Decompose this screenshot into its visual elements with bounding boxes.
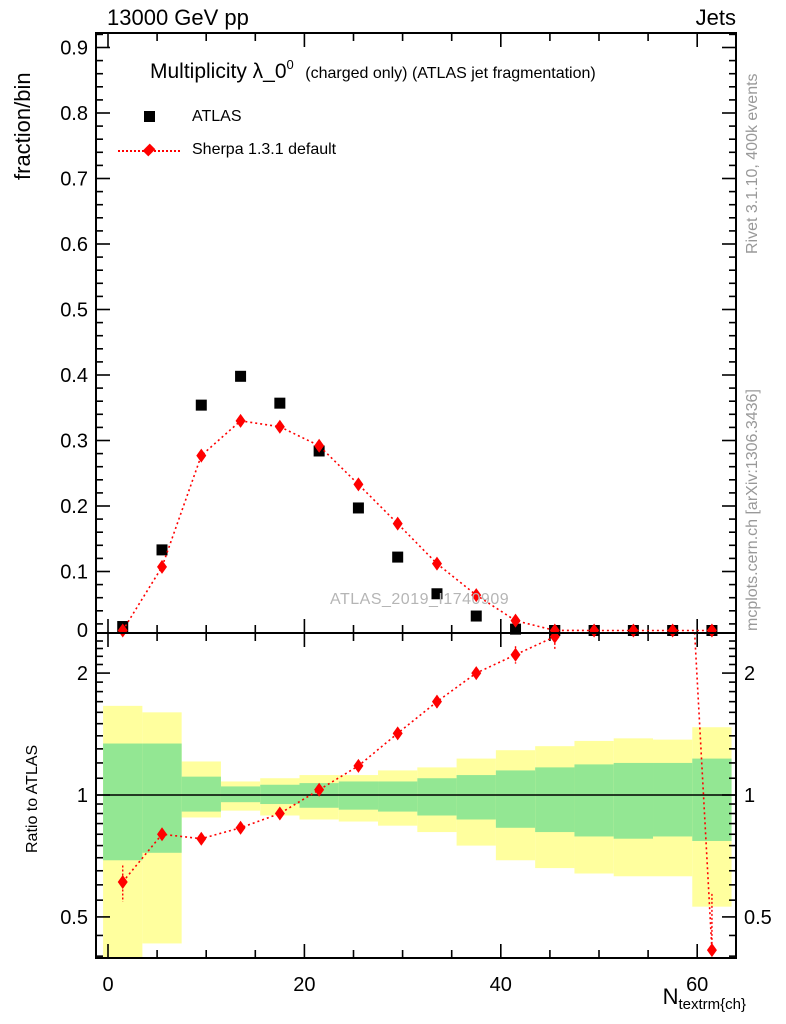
sherpa-point <box>353 759 363 773</box>
green-band-bin <box>653 763 692 837</box>
analysis-id-watermark: ATLAS_2019_I1740909 <box>330 591 510 608</box>
svg-text:60: 60 <box>686 974 709 996</box>
svg-text:0.3: 0.3 <box>60 430 88 453</box>
green-band-bin <box>103 744 142 861</box>
svg-text:0.6: 0.6 <box>60 234 88 256</box>
mcplots-arxiv-caption: mcplots.cern.ch [arXiv:1306.3436] <box>744 389 761 631</box>
svg-text:20: 20 <box>293 974 316 996</box>
main-y-axis-label: fraction/bin <box>10 72 35 180</box>
sherpa-point <box>393 517 403 531</box>
svg-text:0.8: 0.8 <box>60 103 88 125</box>
sherpa-point <box>707 943 717 957</box>
sherpa-diamond-marker-icon <box>118 146 180 154</box>
green-band-bin <box>417 778 456 815</box>
sherpa-point <box>432 695 442 709</box>
atlas-square-marker-icon <box>118 111 180 122</box>
green-band-bin <box>182 777 221 812</box>
legend <box>118 100 336 166</box>
svg-text:0: 0 <box>76 620 88 642</box>
svg-text:2: 2 <box>744 663 756 686</box>
x-axis-label-main: N <box>662 984 679 1009</box>
svg-text:0.5: 0.5 <box>744 906 772 929</box>
atlas-point <box>196 400 207 411</box>
green-band-bin <box>378 781 417 811</box>
plot-title-superscript: 0 <box>286 57 294 72</box>
atlas-point <box>235 371 246 382</box>
atlas-point <box>392 552 403 563</box>
sherpa-point <box>471 666 481 680</box>
svg-text:0.2: 0.2 <box>60 496 88 518</box>
ratio-uncertainty-bands <box>103 706 731 958</box>
green-band-bin <box>614 763 653 839</box>
beam-energy-label: 13000 GeV pp <box>107 5 249 30</box>
svg-text:0: 0 <box>102 974 114 996</box>
legend-row-sherpa <box>118 133 336 166</box>
svg-text:1: 1 <box>76 785 88 807</box>
atlas-point <box>471 611 482 622</box>
green-band-bin <box>692 759 731 841</box>
sherpa-point <box>196 832 206 846</box>
svg-text:0.1: 0.1 <box>60 561 88 584</box>
rivet-version-caption: Rivet 3.1.10, 400k events <box>744 73 761 254</box>
sherpa-point <box>511 648 521 662</box>
plot-title <box>150 57 596 84</box>
svg-text:2: 2 <box>76 663 88 686</box>
x-axis-label-subscript: textrm{ch} <box>678 996 746 1013</box>
green-band-bin <box>535 767 574 832</box>
green-band-bin <box>496 770 535 827</box>
green-band-bin <box>574 764 613 836</box>
sherpa-point <box>236 821 246 835</box>
sherpa-point <box>236 414 246 428</box>
sherpa-point <box>157 560 167 574</box>
plot-title-main: Multiplicity λ_0 <box>150 60 287 83</box>
x-axis-label <box>662 984 746 1013</box>
sherpa-point <box>353 477 363 491</box>
legend-label-atlas: ATLAS <box>192 107 242 125</box>
green-band-bin <box>457 775 496 819</box>
svg-text:40: 40 <box>489 974 512 996</box>
legend-row-atlas <box>118 100 336 133</box>
atlas-point <box>157 544 168 555</box>
svg-text:0.5: 0.5 <box>60 299 88 322</box>
plot-title-qualifier: (charged only) (ATLAS jet fragmentation) <box>305 65 596 82</box>
svg-text:1: 1 <box>744 785 756 807</box>
analysis-group-label: Jets <box>695 5 736 30</box>
svg-text:0.7: 0.7 <box>60 168 88 191</box>
sherpa-point <box>275 420 285 434</box>
ratio-y-axis-label: Ratio to ATLAS <box>24 744 41 853</box>
sherpa-point <box>432 557 442 571</box>
sherpa-point <box>196 449 206 463</box>
legend-label-sherpa: Sherpa 1.3.1 default <box>192 140 337 158</box>
svg-text:0.9: 0.9 <box>60 37 88 60</box>
svg-text:0.4: 0.4 <box>60 365 88 387</box>
atlas-point <box>274 398 285 409</box>
atlas-point <box>353 502 364 513</box>
sherpa-point <box>393 726 403 740</box>
svg-text:0.5: 0.5 <box>60 906 88 929</box>
